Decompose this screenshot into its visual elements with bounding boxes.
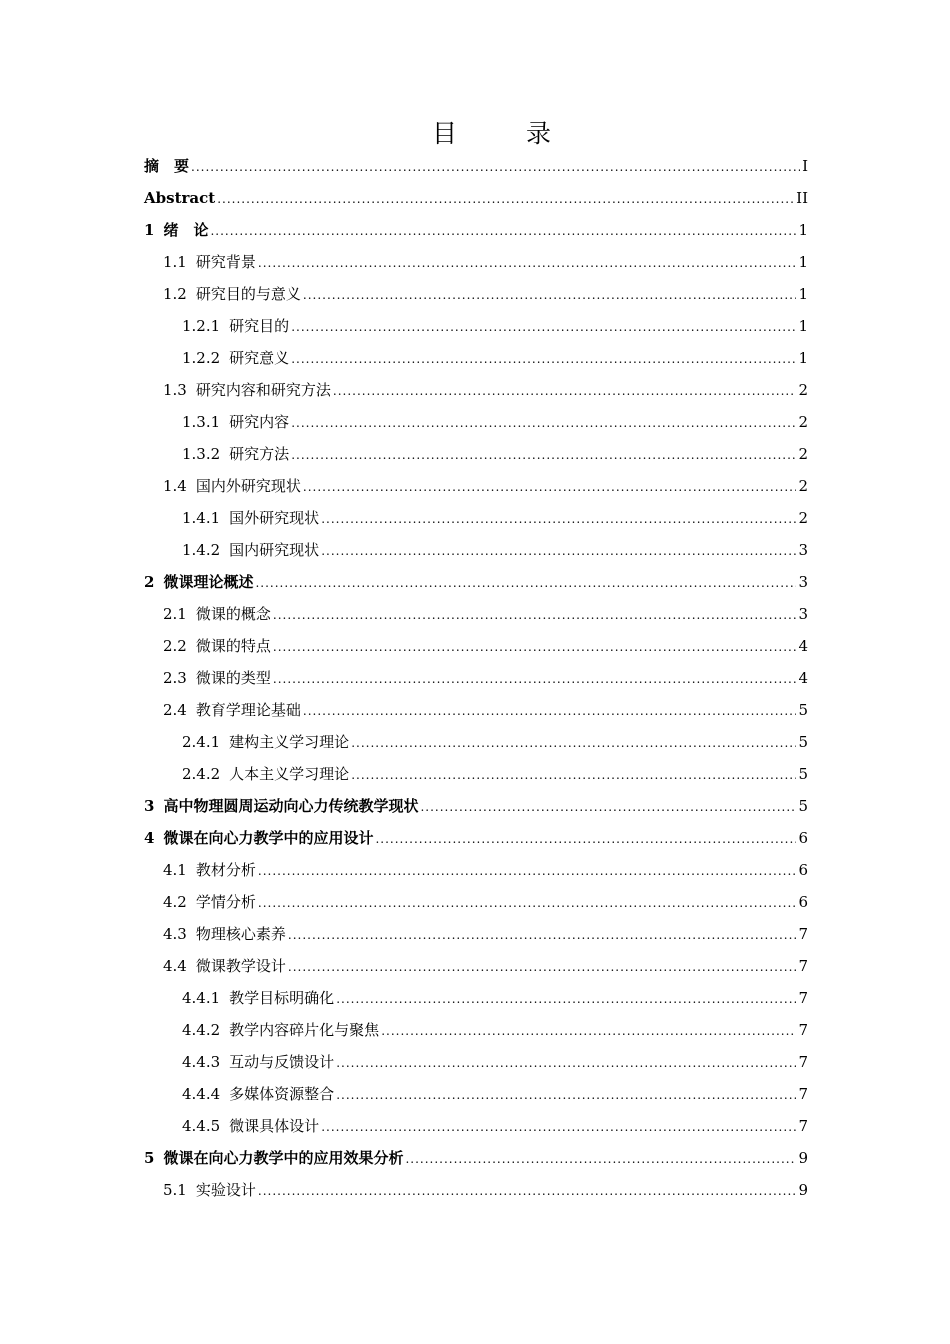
toc-entry-page: 2 [798,509,808,527]
toc-entry[interactable] [144,406,808,438]
toc-entry[interactable] [144,1110,808,1142]
toc-entry-page: 7 [798,1085,808,1103]
toc-entry-page: 7 [798,1053,808,1071]
toc-entry-label: 人本主义学习理论 [229,765,350,783]
toc-entry-label: 微课在向心力教学中的应用效果分析 [163,1149,404,1167]
toc-entry-number: 1.1 [163,253,187,271]
table-of-contents [144,150,808,1206]
dot-leader [288,950,797,983]
toc-entry-page: 7 [798,1117,808,1135]
toc-entry-number: 4.4.2 [182,1021,221,1039]
dot-leader [217,182,794,215]
toc-entry[interactable] [144,630,808,662]
toc-entry-label: 微课的类型 [195,669,271,687]
dot-leader [291,438,796,471]
toc-entry[interactable] [144,758,808,790]
toc-entry-label: 多媒体资源整合 [229,1085,335,1103]
toc-entry-number: 4 [144,829,155,847]
toc-entry-label: 国内研究现状 [229,541,320,559]
toc-entry-label: 研究背景 [195,253,256,271]
dot-leader [258,854,797,887]
toc-entry-page: 5 [798,701,808,719]
toc-entry-label: 教材分析 [195,861,256,879]
toc-entry-label: 微课在向心力教学中的应用设计 [163,829,374,847]
dot-leader [381,1014,796,1047]
toc-entry[interactable] [144,950,808,982]
toc-entry[interactable] [144,374,808,406]
toc-entry-label: 微课教学设计 [195,957,286,975]
toc-entry-number: 4.2 [163,893,187,911]
toc-entry-label: 绪 论 [163,221,209,239]
dot-leader [210,214,796,247]
toc-entry-label: Abstract [144,189,216,207]
toc-entry-label: 教学目标明确化 [229,989,335,1007]
dot-leader [291,310,796,343]
toc-entry[interactable] [144,278,808,310]
toc-entry-page: 7 [798,1021,808,1039]
toc-entry-label: 摘 要 [144,157,190,175]
toc-entry-number: 4.4.5 [182,1117,221,1135]
dot-leader [291,342,796,375]
toc-entry-page: 3 [798,541,808,559]
toc-entry-page: 6 [798,829,808,847]
toc-entry[interactable] [144,726,808,758]
toc-entry-number: 3 [144,797,155,815]
dot-leader [405,1142,796,1175]
toc-entry-number: 1.3 [163,381,187,399]
toc-entry-page: 1 [798,349,808,367]
toc-entry-page: 2 [798,445,808,463]
toc-entry-page: 6 [798,893,808,911]
toc-entry-label: 微课理论概述 [163,573,254,591]
toc-entry[interactable] [144,310,808,342]
dot-leader [336,982,796,1015]
toc-entry-label: 教育学理论基础 [195,701,301,719]
dot-leader [303,470,797,503]
toc-entry-label: 学情分析 [195,893,256,911]
toc-entry-label: 国内外研究现状 [195,477,301,495]
toc-entry[interactable] [144,1046,808,1078]
toc-entry[interactable] [144,662,808,694]
toc-title: 目 录 [431,119,573,148]
toc-entry-number: 1.4.1 [182,509,221,527]
dot-leader [191,150,800,183]
toc-entry[interactable] [144,182,808,214]
toc-entry-page: 7 [798,989,808,1007]
toc-entry[interactable] [144,1078,808,1110]
dot-leader [273,662,797,695]
toc-entry-page: 1 [798,253,808,271]
toc-entry-label: 研究内容 [229,413,290,431]
toc-entry-page: I [802,157,808,175]
toc-entry[interactable] [144,502,808,534]
toc-entry[interactable] [144,790,808,822]
toc-entry-number: 4.4.3 [182,1053,221,1071]
toc-entry[interactable] [144,150,808,182]
toc-entry-page: 3 [798,573,808,591]
toc-entry-page: 1 [798,221,808,239]
toc-entry-number: 2.4 [163,701,187,719]
toc-entry[interactable] [144,822,808,854]
toc-entry-label: 互动与反馈设计 [229,1053,335,1071]
toc-entry[interactable] [144,214,808,246]
toc-entry[interactable] [144,982,808,1014]
toc-entry-page: 1 [798,317,808,335]
toc-entry-page: 7 [798,925,808,943]
dot-leader [336,1046,796,1079]
dot-leader [291,406,796,439]
dot-leader [336,1078,796,1111]
toc-entry-page: 9 [798,1149,808,1167]
toc-entry[interactable] [144,854,808,886]
toc-entry-number: 1.4 [163,477,187,495]
toc-entry-label: 国外研究现状 [229,509,320,527]
toc-entry-label: 研究意义 [229,349,290,367]
toc-entry-number: 1.3.1 [182,413,221,431]
toc-entry-page: 6 [798,861,808,879]
toc-entry-label: 物理核心素养 [195,925,286,943]
toc-entry-number: 1.4.2 [182,541,221,559]
toc-entry-page: II [796,189,808,207]
dot-leader [273,598,797,631]
toc-entry-number: 1 [144,221,155,239]
toc-entry-page: 2 [798,381,808,399]
dot-leader [258,886,797,919]
toc-entry-number: 1.2 [163,285,187,303]
toc-entry-number: 4.4 [163,957,187,975]
toc-entry[interactable] [144,470,808,502]
dot-leader [273,630,797,663]
toc-entry[interactable] [144,534,808,566]
toc-entry[interactable] [144,598,808,630]
dot-leader [321,534,796,567]
toc-entry-label: 微课具体设计 [229,1117,320,1135]
toc-entry-label: 教学内容碎片化与聚焦 [229,1021,380,1039]
toc-entry-number: 2.2 [163,637,187,655]
toc-entry-label: 研究目的 [229,317,290,335]
toc-entry-label: 实验设计 [195,1181,256,1199]
toc-entry-number: 5.1 [163,1181,187,1199]
dot-leader [420,790,796,823]
toc-entry[interactable] [144,438,808,470]
toc-entry-number: 2 [144,573,155,591]
toc-entry-label: 建构主义学习理论 [229,733,350,751]
toc-entry-number: 2.3 [163,669,187,687]
toc-entry-page: 1 [798,285,808,303]
toc-entry-number: 2.4.2 [182,765,221,783]
dot-leader [303,278,797,311]
toc-entry[interactable] [144,918,808,950]
dot-leader [321,1110,796,1143]
toc-entry-number: 1.2.1 [182,317,221,335]
toc-entry-label: 微课的概念 [195,605,271,623]
toc-entry-number: 1.3.2 [182,445,221,463]
dot-leader [255,566,796,599]
toc-entry[interactable] [144,1142,808,1174]
toc-entry-page: 4 [798,669,808,687]
toc-entry-number: 5 [144,1149,155,1167]
toc-entry-label: 研究方法 [229,445,290,463]
toc-entry-number: 4.4.4 [182,1085,221,1103]
toc-entry[interactable] [144,1014,808,1046]
toc-entry-number: 1.2.2 [182,349,221,367]
toc-entry-page: 5 [798,765,808,783]
dot-leader [351,726,796,759]
toc-entry-number: 2.1 [163,605,187,623]
toc-entry[interactable] [144,886,808,918]
dot-leader [375,822,796,855]
toc-entry-number: 4.3 [163,925,187,943]
toc-entry-page: 2 [798,477,808,495]
toc-entry-label: 微课的特点 [195,637,271,655]
toc-entry[interactable] [144,566,808,598]
toc-entry[interactable] [144,694,808,726]
toc-entry-number: 4.4.1 [182,989,221,1007]
toc-entry-label: 研究目的与意义 [195,285,301,303]
toc-entry-page: 5 [798,733,808,751]
toc-entry[interactable] [144,246,808,278]
toc-entry-page: 7 [798,957,808,975]
toc-entry-page: 3 [798,605,808,623]
dot-leader [321,502,796,535]
dot-leader [258,1174,797,1207]
toc-entry[interactable] [144,1174,808,1206]
dot-leader [333,374,797,407]
dot-leader [303,694,797,727]
toc-entry-number: 4.1 [163,861,187,879]
toc-entry-page: 4 [798,637,808,655]
toc-entry-label: 研究内容和研究方法 [195,381,331,399]
toc-entry-number: 2.4.1 [182,733,221,751]
toc-entry-page: 2 [798,413,808,431]
toc-entry[interactable] [144,342,808,374]
toc-entry-page: 9 [798,1181,808,1199]
dot-leader [288,918,797,951]
dot-leader [351,758,796,791]
toc-entry-page: 5 [798,797,808,815]
dot-leader [258,246,797,279]
toc-entry-label: 高中物理圆周运动向心力传统教学现状 [163,797,419,815]
